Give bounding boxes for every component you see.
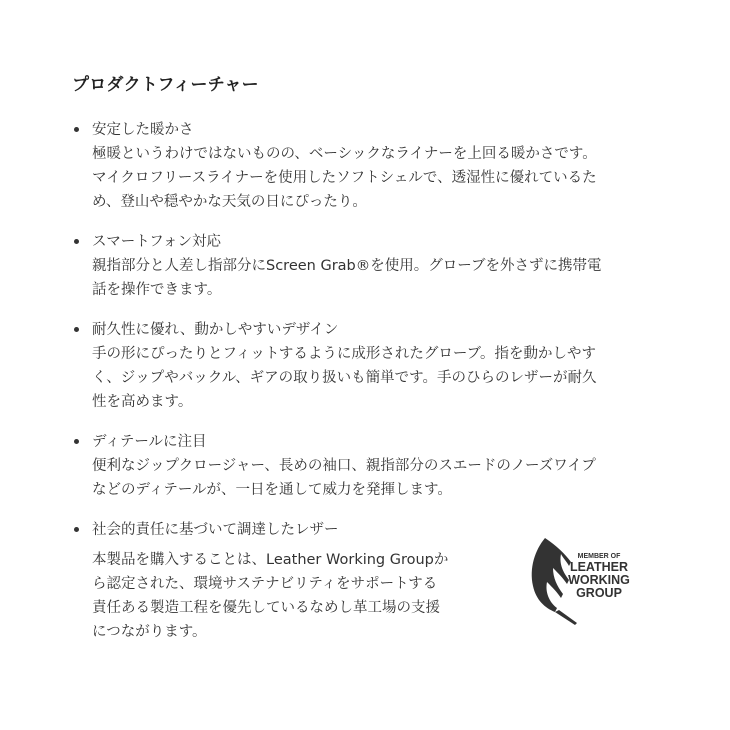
description-line: 性を高めます。	[92, 394, 193, 410]
description-line: ら認定された、環境サステナビリティをサポートする	[92, 576, 438, 592]
feature-description	[92, 454, 672, 502]
bullet-icon	[74, 239, 79, 244]
leather-working-group-logo	[527, 528, 647, 628]
logo-text-member: MEMBER OF	[577, 553, 621, 560]
feature-title: スマートフォン対応	[92, 234, 222, 250]
bullet-icon	[74, 127, 79, 132]
description-line: 本製品を購入することは、Leather Working Groupか	[92, 552, 449, 568]
feature-item	[72, 318, 672, 414]
description-line: 責任ある製造工程を優先しているなめし革工場の支援	[92, 600, 440, 616]
feature-title: 安定した暖かさ	[92, 122, 194, 138]
description-line: 親指部分と人差し指部分にScreen Grab®を使用。グローブを外さずに携帯電	[92, 258, 602, 274]
feature-title: 社会的責任に基づいて調達したレザー	[92, 522, 339, 538]
description-line: 話を操作できます。	[92, 282, 222, 298]
description-line: マイクロフリースライナーを使用したソフトシェルで、透湿性に優れているた	[92, 170, 597, 186]
description-line: 便利なジップクロージャー、長めの袖口、親指部分のスエードのノーズワイプ	[92, 458, 596, 474]
feature-list	[72, 118, 672, 660]
feature-description	[92, 254, 672, 302]
feature-item	[72, 230, 672, 302]
description-line: く、ジップやバックル、ギアの取り扱いも簡単です。手のひらのレザーが耐久	[92, 370, 597, 386]
bullet-icon	[74, 527, 79, 532]
feature-description	[92, 142, 672, 214]
page-title: プロダクトフィーチャー	[72, 75, 259, 95]
description-line: につながります。	[92, 624, 207, 640]
bullet-icon	[74, 327, 79, 332]
feature-title: ディテールに注目	[92, 434, 207, 450]
description-line: などのディテールが、一日を通して威力を発揮します。	[92, 482, 452, 498]
feature-item	[72, 518, 672, 644]
logo-text-group: GROUP	[576, 586, 622, 600]
feature-description	[92, 548, 492, 644]
description-line: 手の形にぴったりとフィットするように成形されたグローブ。指を動かしやす	[92, 346, 597, 362]
bullet-icon	[74, 439, 79, 444]
description-line: 極暖というわけではないものの、ベーシックなライナーを上回る暖かさです。	[92, 146, 597, 162]
logo-text-leather: LEATHER	[569, 560, 629, 574]
feature-item	[72, 430, 672, 502]
feature-item	[72, 118, 672, 214]
feature-description	[92, 342, 672, 414]
feature-title: 耐久性に優れ、動かしやすいデザイン	[92, 322, 339, 338]
description-line: め、登山や穏やかな天気の日にぴったり。	[92, 194, 367, 210]
logo-text-working: WORKING	[568, 573, 630, 587]
